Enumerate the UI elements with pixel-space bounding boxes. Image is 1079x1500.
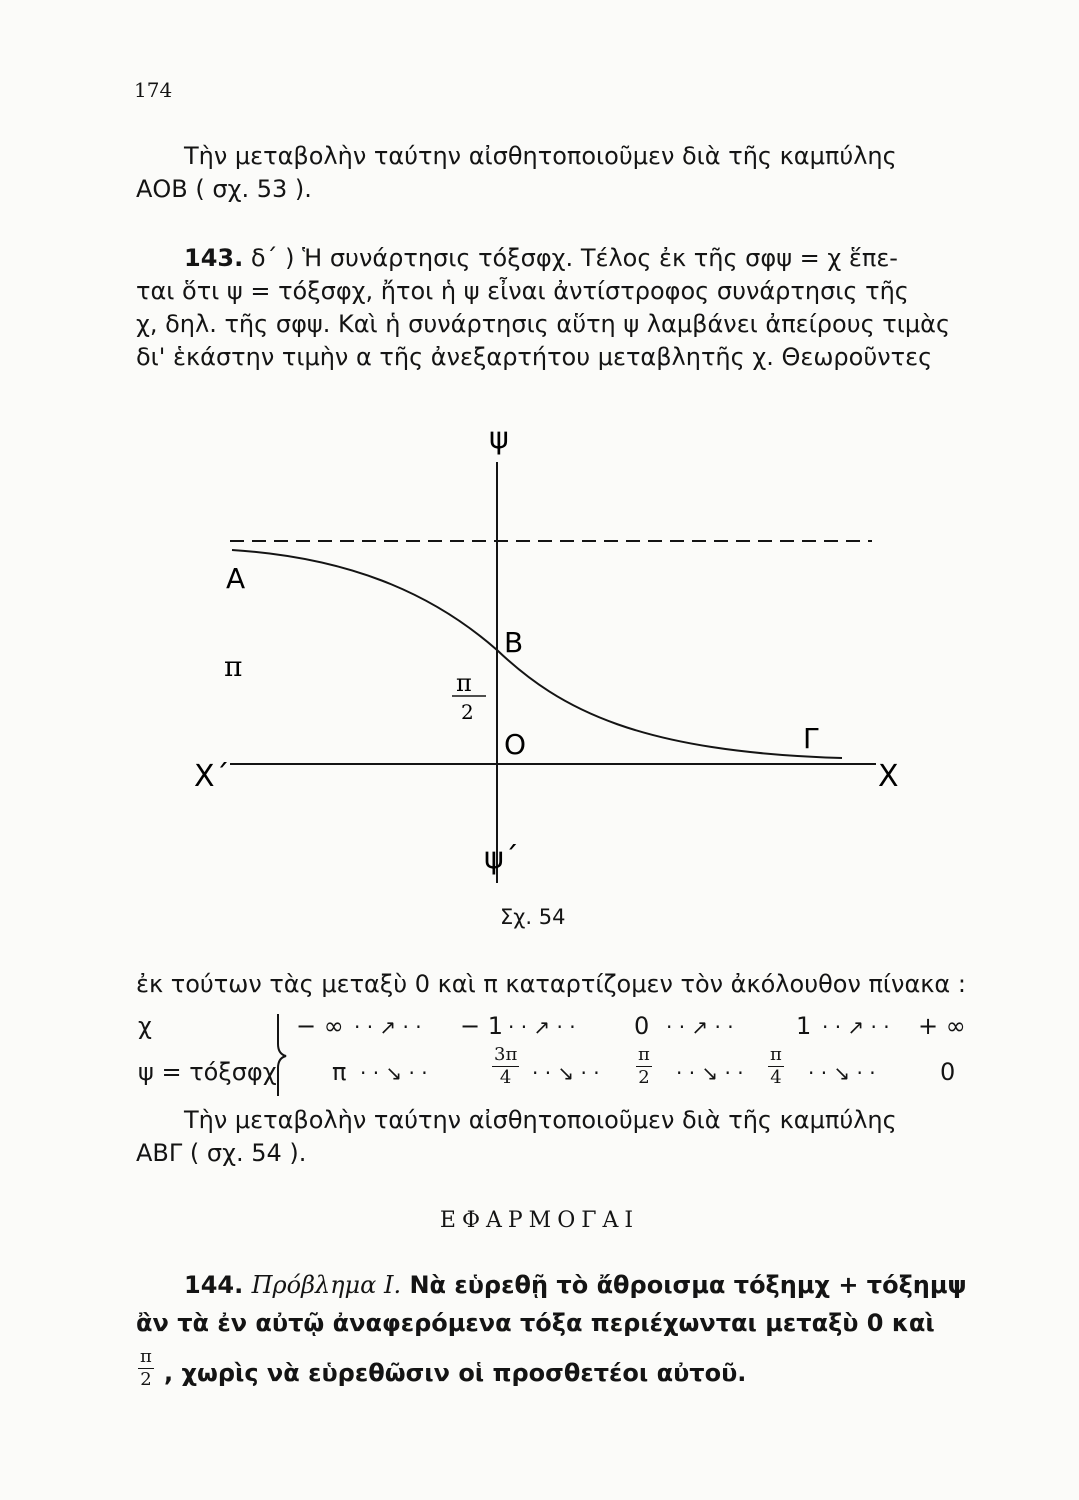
section-144-problem-label: Πρόβλημα Ι. bbox=[251, 1271, 402, 1299]
figure-caption: Σχ. 54 bbox=[500, 905, 566, 929]
section-143-line1 bbox=[136, 242, 958, 275]
x-axis-label-left: Χ΄ bbox=[194, 759, 230, 794]
section-143 bbox=[136, 242, 958, 374]
table-cell-arrow-down: · · ↘ · · bbox=[808, 1061, 876, 1085]
psi-axis-label-bottom: ψ΄ bbox=[484, 841, 519, 876]
section-143-line4: δι' ἑκάστην τιμὴν α τῆς ἀνεξαρτήτου μεταβλητῆς χ. Θεωροῦντες bbox=[136, 343, 933, 371]
origin-o-label: Ο bbox=[504, 728, 527, 761]
section-144 bbox=[136, 1266, 967, 1396]
section-144-line3 bbox=[136, 1346, 958, 1396]
point-a-label: Α bbox=[226, 562, 246, 595]
section-144-line2: ἂν τὰ ἐν αὐτῷ ἀναφερόμενα τόξα περιέχωνται μεταξὺ 0 καὶ bbox=[136, 1309, 935, 1337]
section-143-number: 143. bbox=[184, 244, 244, 272]
paragraph-intro-line2: ΑΟΒ ( σχ. 53 ). bbox=[136, 175, 312, 203]
table-cell: − ∞ bbox=[296, 1012, 344, 1040]
table-cell: 1 bbox=[796, 1012, 812, 1040]
section-144-number: 144. bbox=[184, 1271, 244, 1299]
table-cell-arrow-down: · · ↘ · · bbox=[532, 1061, 600, 1085]
section-143-title: δ΄ ) Ἡ συνάρτησις τόξσφχ. bbox=[250, 244, 574, 272]
table-cell-arrow-up: · · ↗ · · bbox=[822, 1015, 890, 1039]
paragraph-curve-abg-line1: Τὴν μεταβολὴν ταύτην αἰσθητοποιοῦμεν διὰ τῆς καμπύλης bbox=[184, 1106, 897, 1134]
table-cell-arrow-up: · · ↗ · · bbox=[354, 1015, 422, 1039]
table-cell: 0 bbox=[940, 1058, 956, 1086]
fraction-pi-over-4: $\frac{\pi}{4}$ bbox=[770, 1044, 782, 1088]
paragraph-curve-abg-line2: ΑΒΓ ( σχ. 54 ). bbox=[136, 1139, 307, 1167]
table-row-psi-label: ψ = τόξσφχ bbox=[138, 1058, 277, 1086]
table-cell-arrow-up: · · ↗ · · bbox=[508, 1015, 576, 1039]
psi-axis-label-top: ψ bbox=[489, 421, 509, 456]
section-heading-applications: ΕΦΑΡΜΟΓΑΙ bbox=[439, 1208, 640, 1233]
section-144-line1-rest: Νὰ εὑρεθῇ τὸ ἄθροισμα τόξημχ + τόξημψ bbox=[409, 1271, 967, 1299]
table-cell-arrow-down: · · ↘ · · bbox=[676, 1061, 744, 1085]
table-cell: + ∞ bbox=[918, 1012, 966, 1040]
table-row-x-label: χ bbox=[138, 1012, 152, 1040]
page-number: 174 bbox=[134, 78, 173, 102]
section-143-line2: ται ὅτι ψ = τόξσφχ, ἤτοι ἡ ψ εἶναι ἀντίστροφος συνάρτησις τῆς bbox=[136, 277, 909, 305]
point-b-label: Β bbox=[504, 626, 524, 659]
table-cell-arrow-down: · · ↘ · · bbox=[360, 1061, 428, 1085]
x-axis-label-right: Χ bbox=[878, 759, 899, 794]
pi-half-numerator: π bbox=[456, 669, 472, 697]
paragraph-intro-line1: Τὴν μεταβολὴν ταύτην αἰσθητοποιοῦμεν διὰ τῆς καμπύλης bbox=[184, 142, 897, 170]
pi-half-denominator: 2 bbox=[461, 700, 474, 724]
arccot-curve bbox=[232, 550, 842, 758]
fraction-3pi-over-4: $\frac{3\pi}{4}$ bbox=[494, 1044, 518, 1088]
table-cell: − 1 bbox=[460, 1012, 504, 1040]
table-cell: 0 bbox=[634, 1012, 650, 1040]
fraction-pi-over-2: $\frac{\pi}{2}$ bbox=[638, 1044, 650, 1088]
paragraph-intro bbox=[136, 140, 958, 206]
section-143-line3: χ, δηλ. τῆς σφψ. Καὶ ἡ συνάρτησις αὕτη ψ λαμβάνει ἀπείρους τιμὰς bbox=[136, 310, 951, 338]
fraction-pi-over-2-problem: $\frac{\pi}{2}$ bbox=[140, 1346, 152, 1390]
table-cell-arrow-up: · · ↗ · · bbox=[666, 1015, 734, 1039]
section-143-line1-rest: Τέλος ἐκ τῆς σφψ = χ ἕπε- bbox=[580, 244, 898, 272]
paragraph-table-intro: ἐκ τούτων τὰς μεταξὺ 0 καὶ π καταρτίζομεν τὸν ἀκόλουθον πίνακα : bbox=[136, 970, 966, 998]
table-row-x bbox=[136, 1012, 966, 1048]
table-row-psi bbox=[136, 1044, 958, 1094]
point-gamma-label: Γ bbox=[803, 722, 819, 755]
table-cell: π bbox=[332, 1058, 347, 1086]
paragraph-curve-abg bbox=[136, 1104, 958, 1170]
section-144-line3-rest: , χωρὶς νὰ εὑρεθῶσιν οἱ προσθετέοι αὐτοῦ. bbox=[164, 1359, 747, 1387]
table-brace bbox=[270, 1010, 294, 1100]
pi-label: π bbox=[224, 650, 243, 683]
section-144-line1 bbox=[136, 1266, 967, 1304]
